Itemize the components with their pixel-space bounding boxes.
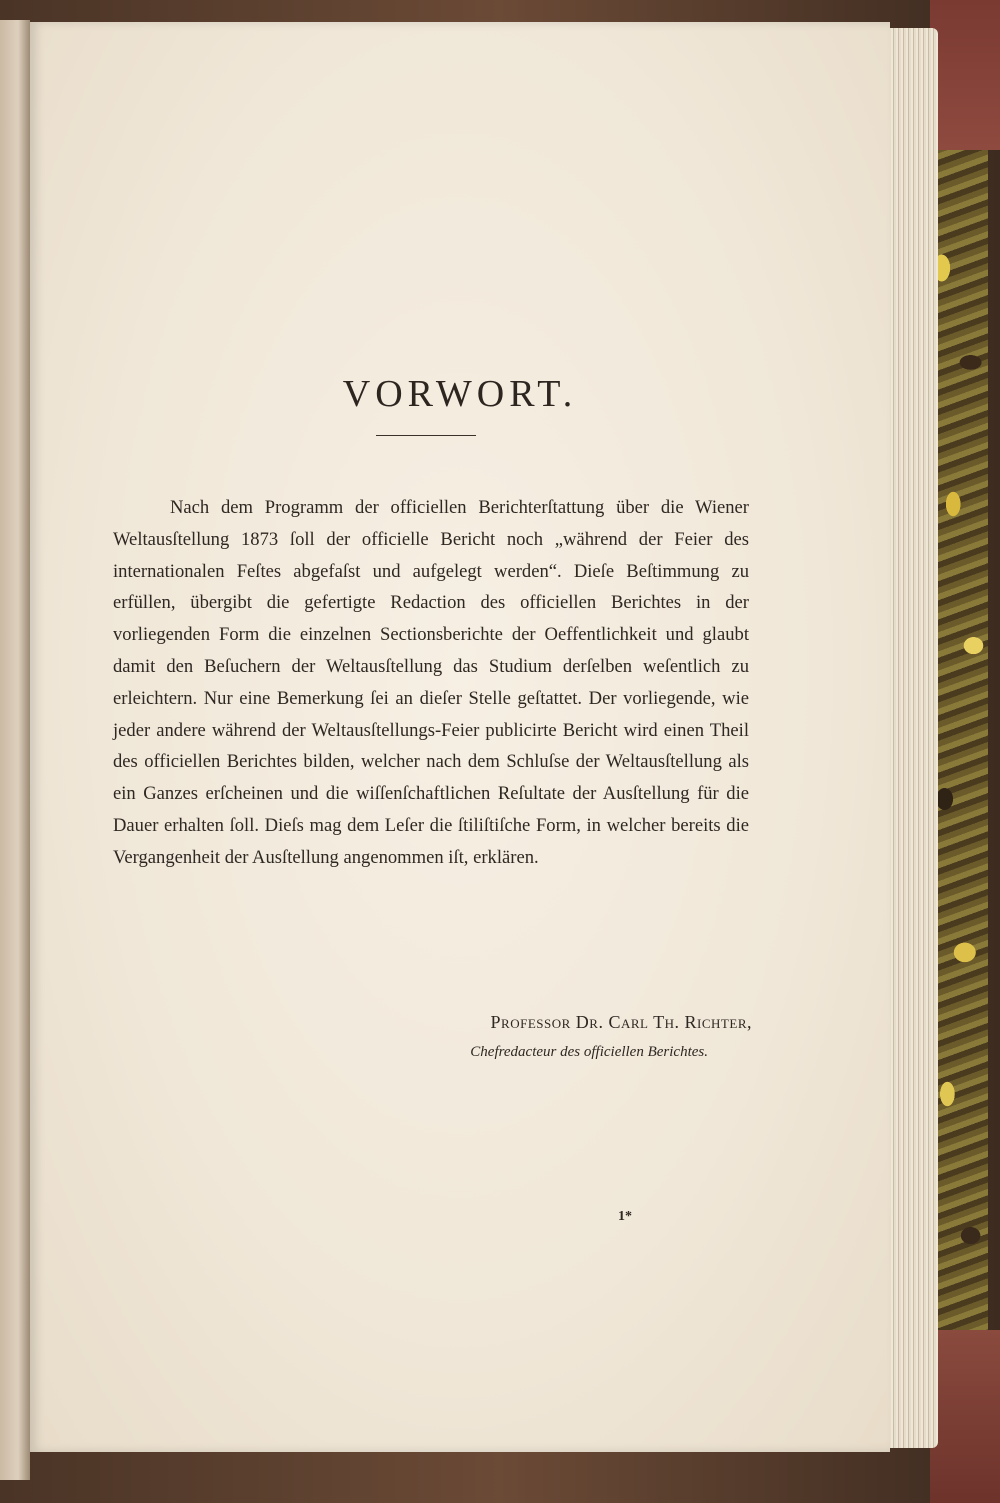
left-page-edge	[0, 20, 30, 1480]
marbled-cover	[930, 150, 988, 1330]
author-signature: Professor Dr. Carl Th. Richter,	[490, 1012, 752, 1032]
cover-spine-top	[930, 0, 1000, 150]
sheet-signature: 1*	[618, 1209, 632, 1224]
page-title: VORWORT.	[342, 373, 578, 415]
author-role: Chefredacteur des officiellen Berichtes.	[470, 1044, 708, 1060]
preface-body: Nach dem Programm der officiellen Berichterſtattung über die Wiener Weltausſtellung 1873 ſoll der officielle Bericht noch „während der Feier des internationalen Feſtes abgefaſst und aufgelegt werden“. Dieſe Beſtimmung zu erfüllen, übergibt die gefertigte Redaction des officiellen Berichtes in der vorliegenden Form die einzelnen Sectionsberichte der Oeffentlichkeit und glaubt damit den Beſuchern der Weltausſtellung das Studium derſelben weſentlich zu erleichtern. Nur eine Bemerkung ſei an dieſer Stelle geſtattet. Der vorliegende, wie jeder andere während der Weltausſtellungs-Feier publicirte Bericht wird einen Theil des officiellen Berichtes bilden, welcher nach dem Schluſse der Weltausſtellung als ein Ganzes erſcheinen und die wiſſenſchaftlichen Reſultate der Ausſtellung für die Dauer erhalten ſoll. Dieſs mag dem Leſer die ſtiliſtiſche Form, in welcher bereits die Vergangenheit der Ausſtellung angenommen iſt, erklären.	[113, 497, 749, 868]
book-page	[30, 22, 890, 1452]
title-rule	[376, 435, 476, 436]
cover-spine-bottom	[930, 1330, 1000, 1503]
